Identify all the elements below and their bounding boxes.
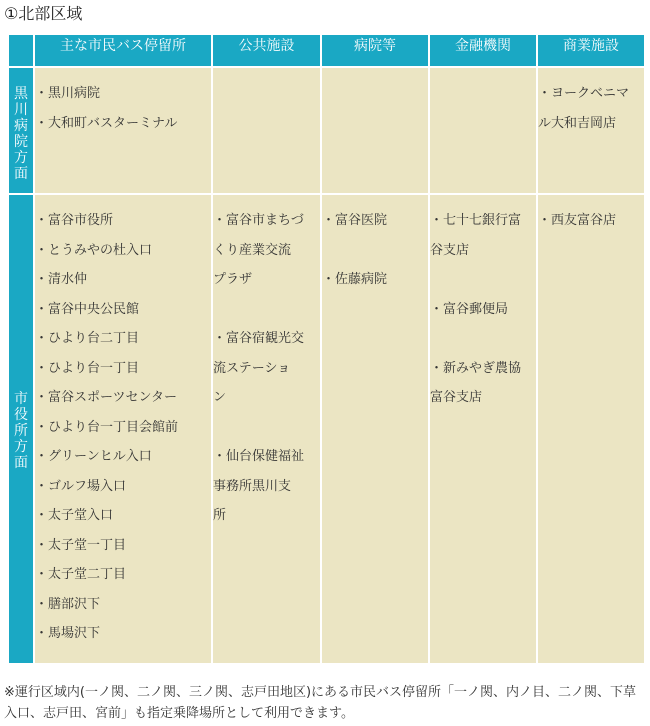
list-item: ・ 太子堂二丁目 xyxy=(35,560,211,590)
list-item: ・ 富谷スポーツセンター xyxy=(35,383,211,413)
header-commercial: 商業施設 xyxy=(537,34,645,67)
header-corner xyxy=(8,34,34,67)
list-item: 富谷支店 xyxy=(430,390,483,405)
bus-stop-list xyxy=(35,68,211,138)
finance-cell xyxy=(429,67,537,194)
public-list xyxy=(213,195,320,531)
list-item: ・ ひより台一丁目 xyxy=(35,354,211,384)
list-item: ・ 富谷宿観光交 xyxy=(213,324,320,354)
footnote: ※運行区域内(一ノ関、二ノ関、三ノ関、志戸田地区)にある市民バス停留所「一ノ関、内ノ目、二ノ関、下草入口、志戸田、宮前」も指定乗降場所として利用できます。 xyxy=(4,685,637,721)
hospital-cell xyxy=(321,67,429,194)
list-item: プラザ xyxy=(213,272,253,287)
list-item: 事務所黒川支 xyxy=(213,478,292,494)
list-item: ・ 膳部沢下 xyxy=(35,590,211,620)
section-label-city-hall: 市 役 所 方 面 xyxy=(8,194,34,664)
list-item: 所 xyxy=(213,508,227,523)
bus-stops-cell xyxy=(34,194,212,664)
header-public-facilities: 公共施設 xyxy=(212,34,321,67)
public-cell xyxy=(212,194,321,664)
list-item: ・ 富谷中央公民館 xyxy=(35,295,211,325)
list-item: ・ 仙台保健福祉 xyxy=(213,442,320,472)
list-item: ・ 太子堂一丁目 xyxy=(35,531,211,561)
list-item: ・ 富谷医院 xyxy=(322,206,428,236)
list-item: ・ グリーンヒル入口 xyxy=(35,442,211,472)
list-item: ・ 佐藤病院 xyxy=(322,265,428,295)
commercial-list xyxy=(538,68,644,138)
list-item: ン xyxy=(213,390,227,405)
table-row xyxy=(8,67,645,194)
bus-stops-cell xyxy=(34,67,212,194)
list-item: ・ 新みやぎ農協 xyxy=(430,354,536,384)
list-item: ・ 馬場沢下 xyxy=(35,619,211,649)
bus-stop-list xyxy=(35,195,211,649)
list-item: ・ 七十七銀行富 xyxy=(430,206,536,236)
table-header-row xyxy=(8,34,645,67)
list-item: ・ ひより台一丁目会館前 xyxy=(35,413,211,443)
list-item: ・ 清水仲 xyxy=(35,265,211,295)
header-financial: 金融機関 xyxy=(429,34,537,67)
list-item: 谷支店 xyxy=(430,242,470,258)
finance-cell xyxy=(429,194,537,664)
list-item: ・ 黒川病院 xyxy=(35,79,211,109)
list-item: 流ステーショ xyxy=(213,360,291,376)
list-item: ・ 西友富谷店 xyxy=(538,206,644,236)
list-item: ・ 太子堂入口 xyxy=(35,501,211,531)
list-item: くり産業交流 xyxy=(213,242,292,258)
list-item: ・ とうみやの杜入口 xyxy=(35,236,211,266)
hospital-list xyxy=(322,195,428,295)
facility-table xyxy=(7,33,646,665)
section-heading: ①北部区域 xyxy=(4,4,83,23)
finance-list xyxy=(430,195,536,413)
list-item: ・ 富谷市役所 xyxy=(35,206,211,236)
commercial-cell xyxy=(537,194,645,664)
list-item: ・ 富谷市まちづ xyxy=(213,206,320,236)
list-item: ・ 富谷郵便局 xyxy=(430,295,536,325)
table-row xyxy=(8,194,645,664)
hospital-cell xyxy=(321,194,429,664)
list-item: ル大和吉岡店 xyxy=(538,115,617,131)
public-cell xyxy=(212,67,321,194)
header-hospitals: 病院等 xyxy=(321,34,429,67)
list-item: ・ ゴルフ場入口 xyxy=(35,472,211,502)
commercial-list xyxy=(538,195,644,236)
section-label-kurokawa: 黒 川 病 院 方 面 xyxy=(8,67,34,194)
list-item: ・ 大和町バスターミナル xyxy=(35,109,211,139)
header-bus-stops: 主な市民バス停留所 xyxy=(34,34,212,67)
commercial-cell xyxy=(537,67,645,194)
list-item: ・ ヨークベニマ xyxy=(538,79,644,109)
list-item: ・ ひより台二丁目 xyxy=(35,324,211,354)
